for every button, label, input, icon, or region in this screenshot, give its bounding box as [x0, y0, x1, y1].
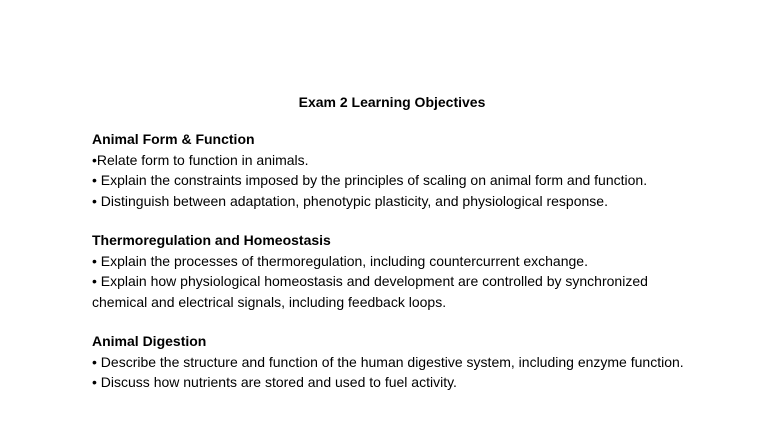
- learning-objective: • Distinguish between adaptation, phenotypic plasticity, and physiological response.: [92, 192, 608, 209]
- section-animal-digestion: [92, 331, 692, 393]
- section-heading: Animal Form & Function: [92, 131, 255, 147]
- document-body: [92, 129, 692, 412]
- learning-objective: • Explain how physiological homeostasis and development are controlled by synchronized chemical and electrical signals, including feedback loops.: [92, 273, 648, 310]
- learning-objective: • Describe the structure and function of the human digestive system, including enzyme function.: [92, 353, 684, 370]
- section-thermoregulation-homeostasis: [92, 230, 692, 312]
- section-heading: Animal Digestion: [92, 333, 207, 349]
- learning-objective: • Discuss how nutrients are stored and used to fuel activity.: [92, 374, 457, 390]
- document-title: Exam 2 Learning Objectives: [298, 94, 486, 110]
- learning-objective: •Relate form to function in animals.: [92, 151, 309, 168]
- section-heading: Thermoregulation and Homeostasis: [92, 232, 331, 248]
- section-animal-form-function: [92, 129, 692, 211]
- learning-objective: • Explain the constraints imposed by the principles of scaling on animal form and function.: [92, 172, 648, 188]
- learning-objective: • Explain the processes of thermoregulation, including countercurrent exchange.: [92, 252, 588, 269]
